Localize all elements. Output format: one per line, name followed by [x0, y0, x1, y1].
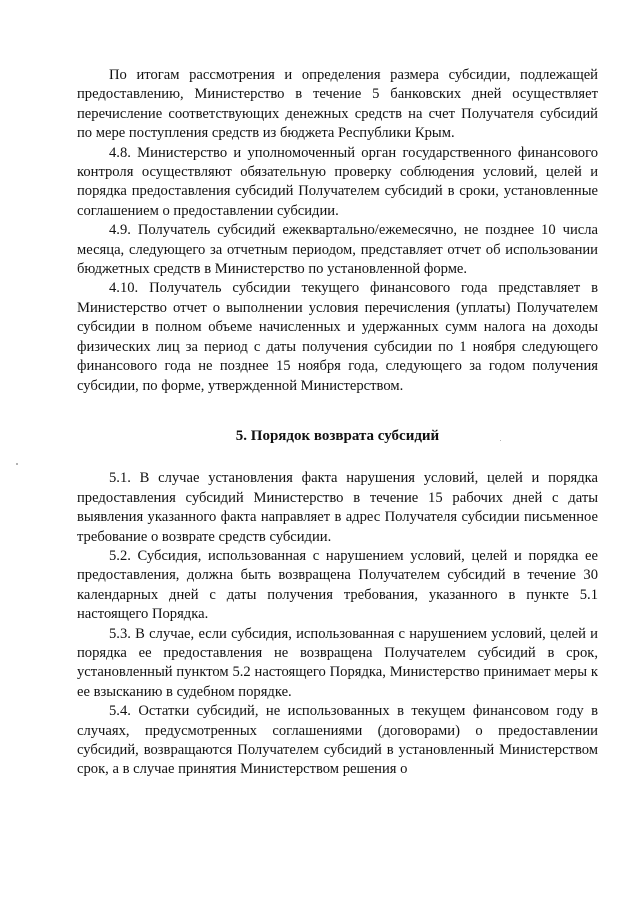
paragraph-transfer-terms: По итогам рассмотрения и определения размера субсидии, подлежащей предоставлению, Министерство в течение 5 банковских дней осуществляет перечисление соответствующих денежных средств на счет Получателя субсидий по мере поступления средств из бюджета Республики Крым. — [77, 67, 598, 142]
paragraph-4-9: 4.9. Получатель субсидий ежеквартально/ежемесячно, не позднее 10 числа месяца, следующего за отчетным периодом, представляет отчет об использовании бюджетных средств в Министерство по установленной форме. — [77, 222, 598, 278]
paragraph-4-8: 4.8. Министерство и уполномоченный орган государственного финансового контроля осуществляют обязательную проверку соблюдения условий, целей и порядка предоставления субсидий Получателем субсидий в сроки, установленные соглашением о предоставлении субсидии. — [77, 144, 598, 219]
paragraph-5-2: 5.2. Субсидия, использованная с нарушением условий, целей и порядка ее предоставления, должна быть возвращена Получателем субсидий в течение 30 календарных дней с даты получения требования, указанного в пункте 5.1 настоящего Порядка. — [77, 547, 598, 623]
paragraph-5-3: 5.3. В случае, если субсидия, использованная с нарушением условий, целей и порядка ее предоставления не возвращена Получателем субсидий в срок, установленный пунктом 5.2 настоящего Порядка, Министерство принимает меры к ее взысканию в судебном порядке. — [77, 625, 598, 700]
scan-speck — [16, 463, 18, 465]
section-heading: 5. Порядок возврата субсидий — [235, 427, 440, 444]
paragraph-4-10: 4.10. Получатель субсидии текущего финансового года представляет в Министерство отчет о выполнении условия перечисления (уплаты) Получателем субсидии в полном объеме начисленных и удержанных сумм налога на доходы физических лиц за период с даты получения субсидии по 1 ноября следующего финансового года не позднее 15 ноября года, следующего за годом получения субсидии, по форме, утвержденной Министерством. — [77, 280, 598, 394]
paragraph-5-1: 5.1. В случае установления факта нарушения условий, целей и порядка предоставления субсидий Министерство в течение 15 рабочих дней с даты выявления указанного факта направляет в адрес Получателя субсидии письменное требование о возврате средств субсидии. — [77, 470, 598, 545]
document-body — [77, 66, 598, 780]
paragraph-5-4: 5.4. Остатки субсидий, не использованных в текущем финансовом году в случаях, предусмотренных соглашениями (договорами) о предоставлении субсидий, возвращаются Получателем субсидий в установленный Министерством срок, а в случае принятия Министерством решения о — [77, 703, 598, 778]
scan-speck — [500, 440, 501, 441]
